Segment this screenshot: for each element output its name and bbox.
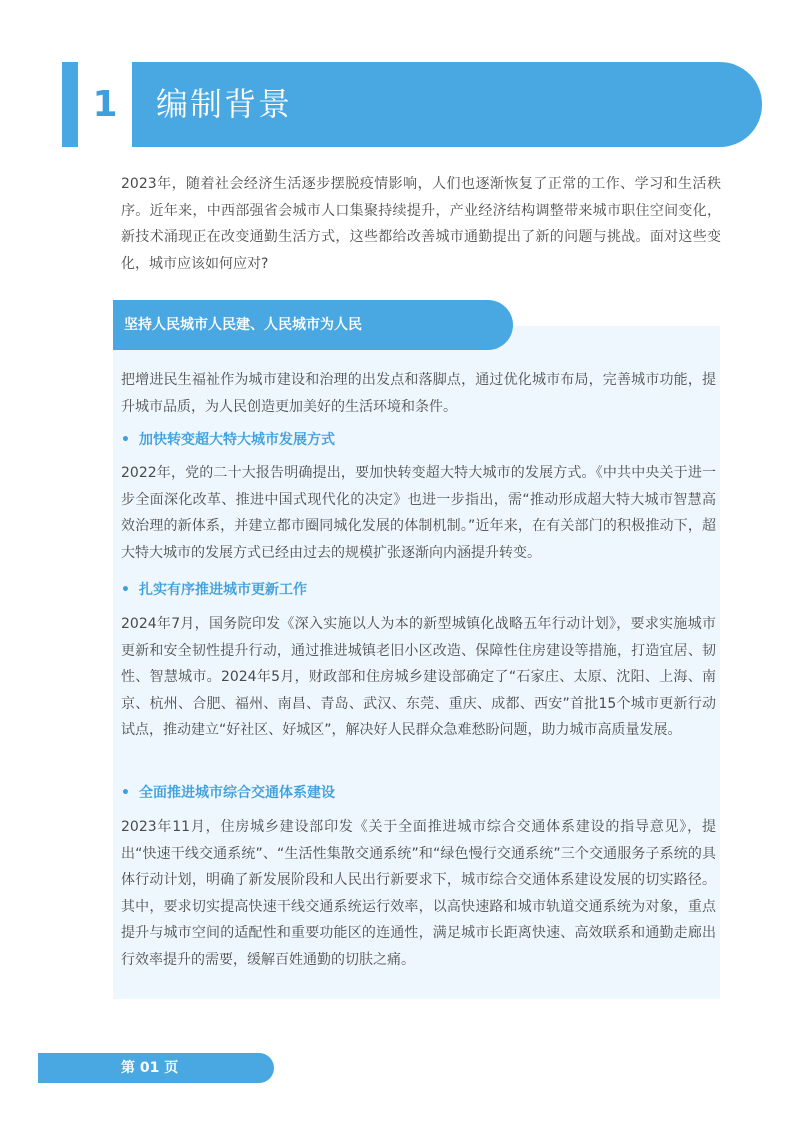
- subheading-text: 加快转变超大特大城市发展方式: [139, 432, 335, 448]
- bullet-icon: •: [121, 432, 130, 448]
- paragraph-2: 2024年7月，国务院印发《深入实施以人为本的新型城镇化战略五年行动计划》，要求实施城市更新和安全韧性提升行动，通过推进城镇老旧小区改造、保障性住房建设等措施，打造宜居、韧性、智慧城市。2024年5月，财政部和住房城乡建设部确定了“石家庄、太原、沈阳、上海、南京、杭州、合肥、福州、南昌、青岛、武汉、东莞、重庆、成都、西安”首批15个城市更新行动试点，推动建立“好社区、好城区”，解决好人民群众急难愁盼问题，助力城市高质量发展。: [121, 616, 716, 738]
- subheading-text: 全面推进城市综合交通体系建设: [139, 785, 335, 801]
- paragraph-3: 2023年11月，住房城乡建设部印发《关于全面推进城市综合交通体系建设的指导意见》，提出“快速干线交通系统”、“生活性集散交通系统”和“绿色慢行交通系统”三个交通服务子系统的具体行动计划，明确了新发展阶段和人民出行新要求下，城市综合交通体系建设发展的切实路径。其中，要求切实提高快速干线交通系统运行效率，以高快速路和城市轨道交通系统为对象，重点提升与城市空间的适配性和重要功能区的连通性，满足城市长距离快速、高效联系和通勤走廊出行效率提升的需要，缓解百姓通勤的切肤之痛。: [121, 819, 716, 968]
- panel-title: 坚持人民城市人民建、人民城市为人民: [124, 317, 362, 333]
- section-number: 1: [78, 62, 132, 147]
- subheading-2: [121, 577, 307, 603]
- page-number: 第 01 页: [121, 1060, 179, 1076]
- panel-lead-paragraph: 把增进民生福祉作为城市建设和治理的出发点和落脚点，通过优化城市布局，完善城市功能，提升城市品质，为人民创造更加美好的生活环境和条件。: [121, 372, 716, 415]
- subheading-1: [121, 427, 335, 453]
- subheading-3: [121, 780, 335, 806]
- subheading-text: 扎实有序推进城市更新工作: [139, 582, 307, 598]
- bullet-icon: •: [121, 785, 130, 801]
- section-title: 编制背景: [156, 85, 293, 123]
- bullet-icon: •: [121, 582, 130, 598]
- intro-paragraph: 2023年，随着社会经济生活逐步摆脱疫情影响，人们也逐渐恢复了正常的工作、学习和生活秩序。近年来，中西部强省会城市人口集聚持续提升，产业经济结构调整带来城市职住空间变化，新技术涌现正在改变通勤生活方式，这些都给改善城市通勤提出了新的问题与挑战。面对这些变化，城市应该如何应对?: [121, 176, 721, 272]
- paragraph-1: 2022年，党的二十大报告明确提出，要加快转变超大特大城市的发展方式。《中共中央关于进一步全面深化改革、推进中国式现代化的决定》也进一步指出，需“推动形成超大特大城市智慧高效治理的新体系，并建立都市圈同城化发展的体制机制。”近年来，在有关部门的积极推动下，超大特大城市的发展方式已经由过去的规模扩张逐渐向内涵提升转变。: [121, 465, 716, 561]
